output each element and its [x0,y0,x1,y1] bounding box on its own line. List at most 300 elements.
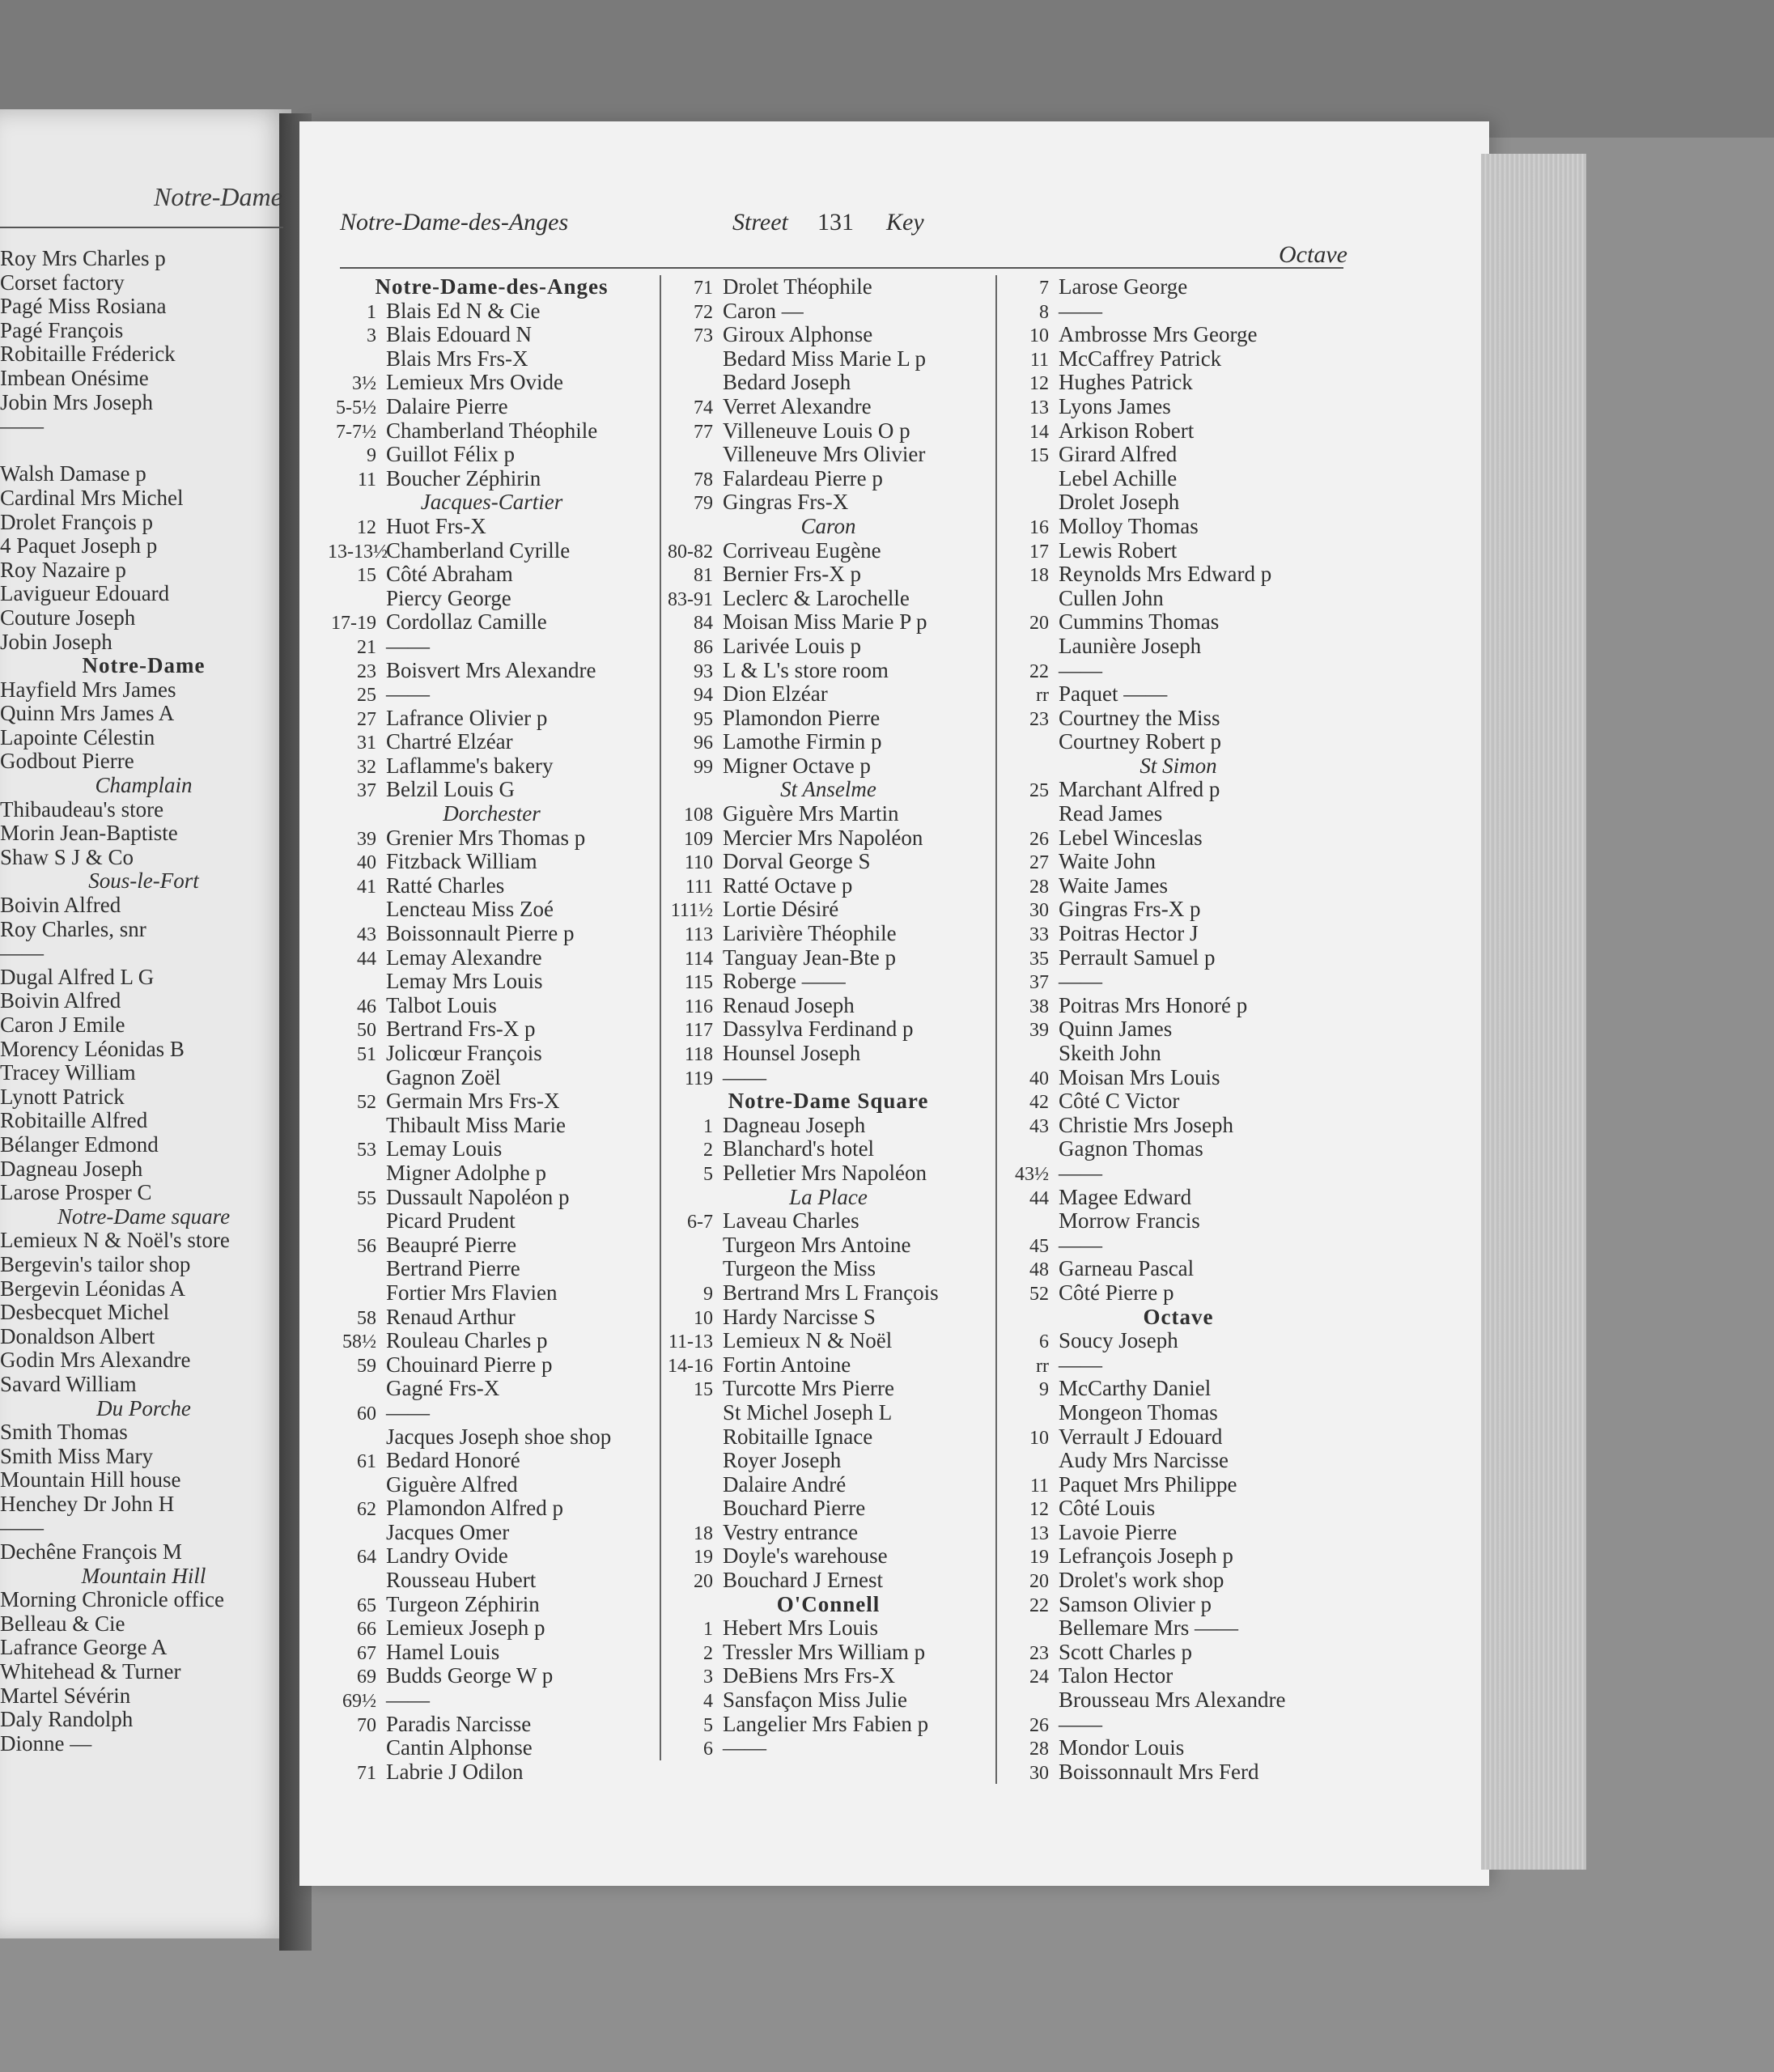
resident-name: Launière Joseph [1059,633,1202,658]
directory-entry [1000,1329,1356,1353]
directory-entry [328,347,656,372]
directory-entry [1000,443,1356,467]
street-heading: O'Connell [776,1591,881,1616]
directory-entry: Morin Jean-Baptiste [0,821,178,846]
house-number: 10 [1029,1427,1049,1449]
directory-entry [664,659,992,683]
resident-name: Gingras Frs-X p [1059,897,1201,922]
directory-entry [1000,730,1356,754]
resident-name: Piercy George [386,585,511,610]
directory-entry [664,467,992,491]
house-number: 99 [694,756,713,778]
directory-entry [328,707,656,731]
resident-name: Rousseau Hubert [386,1568,537,1593]
resident-name: Paquet Mrs Philippe [1059,1471,1237,1497]
resident-name: Lemieux Joseph p [386,1616,545,1641]
resident-name: Royer Joseph [723,1448,842,1473]
directory-entry [328,1521,656,1545]
directory-entry [1000,1760,1356,1785]
resident-name: Bertrand Frs-X p [386,1017,536,1042]
resident-name: Lamothe Firmin p [723,729,882,754]
directory-entry [1000,1209,1356,1233]
directory-entry [328,754,656,779]
resident-name: McCaffrey Patrick [1059,346,1222,371]
directory-entry [328,587,656,611]
resident-name: Rouleau Charles p [386,1328,548,1353]
directory-entry [328,419,656,444]
house-number: 62 [357,1499,376,1521]
resident-name: Hamel Louis [386,1639,500,1664]
house-number: 3 [367,325,376,347]
house-number: 15 [694,1379,713,1401]
resident-name: Chartré Elzéar [386,729,513,754]
house-number: 37 [1029,972,1049,994]
house-number: 111½ [670,900,713,922]
resident-name: Germain Mrs Frs-X [386,1089,560,1114]
resident-name: Beaupré Pierre [386,1232,517,1257]
resident-name: Dagneau Joseph [723,1112,866,1137]
house-number: 9 [1039,1379,1049,1401]
resident-name: Grenier Mrs Thomas p [386,825,586,850]
resident-name: Chouinard Pierre p [386,1352,553,1377]
cross-street: Dorchester [443,801,541,826]
directory-entry [664,419,992,444]
resident-name: Bernier Frs-X p [723,562,861,587]
house-number: 8 [1039,301,1049,323]
house-number: 56 [357,1235,376,1257]
directory-entry [664,802,992,826]
resident-name: Jolicœur François [386,1041,542,1065]
directory-entry [664,443,992,467]
directory-entry [1000,1089,1356,1114]
directory-entry: —— [0,1515,44,1540]
directory-entry [328,1353,656,1378]
directory-entry [1000,1593,1356,1617]
resident-name: Tressler Mrs William p [723,1639,926,1664]
directory-entry: Bergevin's tailor shop [0,1251,191,1276]
directory-entry: Belleau & Cie [0,1611,125,1636]
house-number: rr [1036,685,1049,707]
directory-entry [1000,371,1356,395]
directory-entry: Bergevin Léonidas A [0,1276,185,1301]
resident-name: Chamberland Théophile [386,418,598,443]
resident-name: Larose George [1059,274,1188,299]
resident-name: Larivée Louis p [723,633,861,658]
house-number: 11 [1029,349,1049,371]
house-number: 26 [1029,828,1049,850]
directory-entry [328,539,656,563]
directory-entry [328,395,656,419]
house-number: 15 [1029,445,1049,467]
house-number: 18 [1029,565,1049,587]
resident-name: Guillot Félix p [386,442,516,467]
directory-entry [664,275,992,299]
resident-name: Bedard Joseph [723,370,851,395]
directory-entry [1000,922,1356,946]
house-number: 67 [357,1642,376,1664]
directory-entry [664,850,992,874]
directory-entry [328,922,656,946]
house-number: 65 [357,1594,376,1616]
directory-entry: Godin Mrs Alexandre [0,1348,191,1373]
house-number: 10 [694,1307,713,1329]
house-number: 5 [703,1163,713,1185]
directory-entry [664,587,992,611]
resident-name: Gingras Frs-X [723,490,849,515]
directory-entry: Lavigueur Edouard [0,581,170,606]
directory-entry [1000,419,1356,444]
directory-entry [328,1017,656,1042]
resident-name: Gagnon Thomas [1059,1136,1203,1161]
directory-entry: Whitehead & Turner [0,1659,181,1684]
directory-entry: Cardinal Mrs Michel [0,485,184,510]
resident-name: —— [386,633,430,658]
directory-entry [664,371,992,395]
directory-entry [1000,1569,1356,1593]
resident-name: Labrie J Odilon [386,1759,524,1784]
directory-entry: Donaldson Albert [0,1323,155,1348]
header-street: Street [732,209,788,236]
house-number: 51 [357,1044,376,1065]
directory-entry: Hayfield Mrs James [0,677,176,702]
directory-entry: Robitaille Fréderick [0,342,176,367]
resident-name: Skeith John [1059,1041,1161,1065]
directory-entry [664,682,992,707]
house-number: 43 [1029,1115,1049,1137]
directory-entry: Dionne — [0,1730,92,1756]
directory-entry: Jobin Joseph [0,629,112,654]
directory-entry: Corset factory [0,270,125,295]
header-key: Key [886,209,924,236]
resident-name: Langelier Mrs Fabien p [723,1711,929,1736]
resident-name: Marchant Alfred p [1059,777,1220,802]
directory-entry: Lafrance George A [0,1635,168,1660]
directory-entry [328,1713,656,1737]
resident-name: —— [386,1399,430,1424]
directory-entry [1000,323,1356,347]
resident-name: Bellemare Mrs —— [1059,1616,1238,1641]
directory-entry [328,730,656,754]
resident-name: Christie Mrs Joseph [1059,1112,1233,1137]
house-number: 71 [357,1762,376,1784]
resident-name: Lavoie Pierre [1059,1519,1178,1544]
resident-name: Falardeau Pierre p [723,465,883,490]
resident-name: Lebel Achille [1059,465,1178,490]
resident-name: Dion Elzéar [723,681,828,707]
directory-entry [1000,1186,1356,1210]
directory-entry: Shaw S J & Co [0,844,134,869]
directory-entry: Tracey William [0,1060,136,1085]
house-number: 58 [357,1307,376,1329]
resident-name: Migner Adolphe p [386,1160,546,1185]
directory-entry [1000,1233,1356,1258]
page-number: 131 [817,209,854,236]
directory-entry: Quinn Mrs James A [0,701,175,726]
directory-entry [1000,946,1356,970]
house-number: 61 [357,1451,376,1473]
resident-name: Lewis Robert [1059,537,1178,563]
house-number: 27 [357,708,376,730]
house-number: 13-13½ [328,541,388,563]
directory-entry: Thibaudeau's store [0,796,164,822]
directory-entry: —— [0,940,44,966]
directory-entry [328,1186,656,1210]
house-number: 80-82 [668,541,713,563]
house-number: 44 [357,948,376,970]
resident-name: Hardy Narcisse S [723,1304,876,1329]
house-number: 6 [703,1739,713,1760]
house-number: 30 [1029,1762,1049,1784]
directory-entry: Savard William [0,1371,137,1396]
resident-name: Tanguay Jean-Bte p [723,945,897,970]
house-number: 20 [694,1571,713,1593]
resident-name: Vestry entrance [723,1519,859,1544]
directory-entry [664,610,992,635]
resident-name: Soucy Joseph [1059,1328,1178,1353]
resident-name: —— [723,1064,766,1089]
resident-name: Huot Frs-X [386,513,486,538]
directory-entry [328,682,656,707]
resident-name: Laflamme's bakery [386,753,554,778]
house-number: 40 [357,852,376,874]
resident-name: Fitzback William [386,849,537,874]
house-number: 118 [684,1044,713,1065]
directory-entry [1000,635,1356,659]
house-number: 26 [1029,1714,1049,1736]
resident-name: Corriveau Eugène [723,537,881,563]
resident-name: Côté Louis [1059,1496,1156,1521]
resident-name: Courtney Robert p [1059,729,1221,754]
house-number: 6-7 [687,1212,713,1233]
directory-entry: Bélanger Edmond [0,1132,159,1157]
house-number: 16 [1029,516,1049,538]
resident-name: Villeneuve Louis O p [723,418,910,443]
directory-entry [664,1664,992,1688]
resident-name: Côté Abraham [386,562,513,587]
directory-entry [328,1736,656,1760]
resident-name: Talon Hector [1059,1663,1173,1688]
directory-entry: Pagé François [0,317,124,342]
left-header-rule [0,227,283,228]
left-page-header: Notre-Dame [154,182,282,211]
house-number: 84 [694,613,713,635]
resident-name: Gagné Frs-X [386,1376,500,1401]
resident-name: Mondor Louis [1059,1735,1185,1760]
house-number: 95 [694,708,713,730]
cross-street: Mountain Hill [81,1563,206,1588]
directory-entry [328,563,656,587]
directory-entry [1000,850,1356,874]
directory-entry: Morency Léonidas B [0,1036,185,1061]
house-number: 4 [703,1691,713,1713]
resident-name: McCarthy Daniel [1059,1376,1212,1401]
directory-entry [328,1497,656,1521]
house-number: 31 [357,732,376,754]
cross-street: Du Porche [96,1395,191,1420]
resident-name: Cantin Alphonse [386,1735,533,1760]
house-number: 81 [694,565,713,587]
directory-entry [328,323,656,347]
directory-entry [664,1521,992,1545]
directory-entry [664,490,992,515]
directory-entry [664,1425,992,1450]
directory-entry [1000,490,1356,515]
directory-entry [664,323,992,347]
house-number: 19 [1029,1547,1049,1569]
resident-name: —— [386,681,430,707]
directory-entry [1000,682,1356,707]
house-number: 21 [357,636,376,658]
directory-entry [328,970,656,994]
resident-name: Thibault Miss Marie [386,1112,566,1137]
resident-name: Bertrand Mrs L François [723,1280,939,1305]
house-number: 5-5½ [336,397,376,418]
directory-entry [664,1353,992,1378]
directory-entry [328,1760,656,1785]
resident-name: Moisan Mrs Louis [1059,1064,1220,1089]
directory-entry [328,1233,656,1258]
directory-entry: Smith Miss Mary [0,1443,154,1468]
house-number: 93 [694,660,713,682]
directory-entry [664,635,992,659]
house-number: 10 [1029,325,1049,347]
directory-entry: Roy Mrs Charles p [0,247,166,270]
house-number: 110 [684,852,713,874]
directory-entry [664,1281,992,1306]
house-number: 71 [694,278,713,299]
house-number: 78 [694,469,713,490]
resident-name: Picard Prudent [386,1208,516,1233]
directory-entry [328,515,656,539]
directory-entry [328,994,656,1018]
directory-entry [664,754,992,779]
house-number: 11 [357,469,376,490]
directory-entry: Mountain Hill house [0,1467,181,1492]
resident-name: —— [1059,298,1102,323]
house-number: 69 [357,1667,376,1688]
directory-entry: 4 Paquet Joseph p [0,533,158,558]
house-number: 30 [1029,900,1049,922]
house-number: 28 [1029,876,1049,898]
resident-name: Paradis Narcisse [386,1711,532,1736]
resident-name: Boucher Zéphirin [386,465,541,490]
resident-name: Fortin Antoine [723,1352,851,1377]
resident-name: Plamondon Alfred p [386,1496,563,1521]
resident-name: Turgeon Zéphirin [386,1591,540,1616]
resident-name: Giguère Alfred [386,1471,518,1497]
directory-entry [1000,347,1356,372]
house-number: 13 [1029,1522,1049,1544]
house-number: 23 [357,660,376,682]
directory-entry [1000,395,1356,419]
house-number: 32 [357,756,376,778]
house-number: 70 [357,1714,376,1736]
house-number: 39 [357,828,376,850]
resident-name: Verrault J Edouard [1059,1424,1223,1449]
directory-entry [328,1616,656,1641]
resident-name: Quinn James [1059,1017,1173,1042]
directory-entry [1000,1066,1356,1090]
resident-name: Lemieux N & Noël [723,1328,893,1353]
house-number: 66 [357,1619,376,1641]
resident-name: Magee Edward [1059,1184,1192,1209]
column-1 [328,275,656,1784]
directory-entry [664,730,992,754]
house-number: 5 [703,1714,713,1736]
directory-entry [664,1114,992,1138]
resident-name: Paquet —— [1059,681,1168,707]
resident-name: Boissonnault Mrs Ferd [1059,1759,1259,1784]
resident-name: Mercier Mrs Napoléon [723,825,923,850]
directory-entry [328,1089,656,1114]
street-heading: Notre-Dame [82,653,206,678]
house-number: 69½ [342,1691,376,1713]
house-number: 43½ [1015,1163,1049,1185]
directory-entry [1000,1017,1356,1042]
resident-name: Bertrand Pierre [386,1256,520,1281]
house-number: 9 [703,1283,713,1305]
house-number: 108 [684,805,713,826]
resident-name: Waite James [1059,873,1169,898]
directory-entry: —— [0,414,44,439]
directory-entry [1000,1425,1356,1450]
resident-name: Lyons James [1059,393,1171,418]
resident-name: Renaud Joseph [723,992,855,1017]
directory-entry [1000,1257,1356,1281]
directory-entry [328,467,656,491]
directory-entry [664,994,992,1018]
house-number: 117 [684,1020,713,1042]
resident-name: St Michel Joseph L [723,1399,893,1424]
resident-name: Verret Alexandre [723,393,872,418]
resident-name: Chamberland Cyrille [386,537,571,563]
directory-entry [664,1209,992,1233]
house-number: 113 [684,924,713,946]
house-number: 14-16 [668,1355,713,1377]
resident-name: Gagnon Zoël [386,1064,501,1089]
directory-entry [1000,467,1356,491]
directory-entry: Desbecquet Michel [0,1300,170,1325]
resident-name: —— [1059,1352,1102,1377]
directory-entry [1000,1281,1356,1306]
column-3 [995,275,1356,1784]
directory-entry [328,1329,656,1353]
resident-name: Audy Mrs Narcisse [1059,1448,1229,1473]
directory-entry [664,1688,992,1713]
house-number: 38 [1029,996,1049,1017]
directory-entry [328,1306,656,1330]
directory-entry [1000,563,1356,587]
directory-entry [328,778,656,802]
house-number: 52 [357,1092,376,1114]
directory-entry [1000,1736,1356,1760]
directory-entry [1000,874,1356,898]
resident-name: Caron — [723,298,804,323]
house-number: 74 [694,397,713,418]
resident-name: Belzil Louis G [386,777,515,802]
directory-entry [328,659,656,683]
cross-street: St Anselme [780,777,876,802]
resident-name: —— [723,1735,766,1760]
house-number: 42 [1029,1092,1049,1114]
house-number: 60 [357,1403,376,1424]
resident-name: Turcotte Mrs Pierre [723,1376,894,1401]
directory-entry [328,946,656,970]
house-number: 22 [1029,660,1049,682]
resident-name: Hebert Mrs Louis [723,1616,878,1641]
house-number: 6 [1039,1331,1049,1353]
left-page-column [0,247,287,1756]
